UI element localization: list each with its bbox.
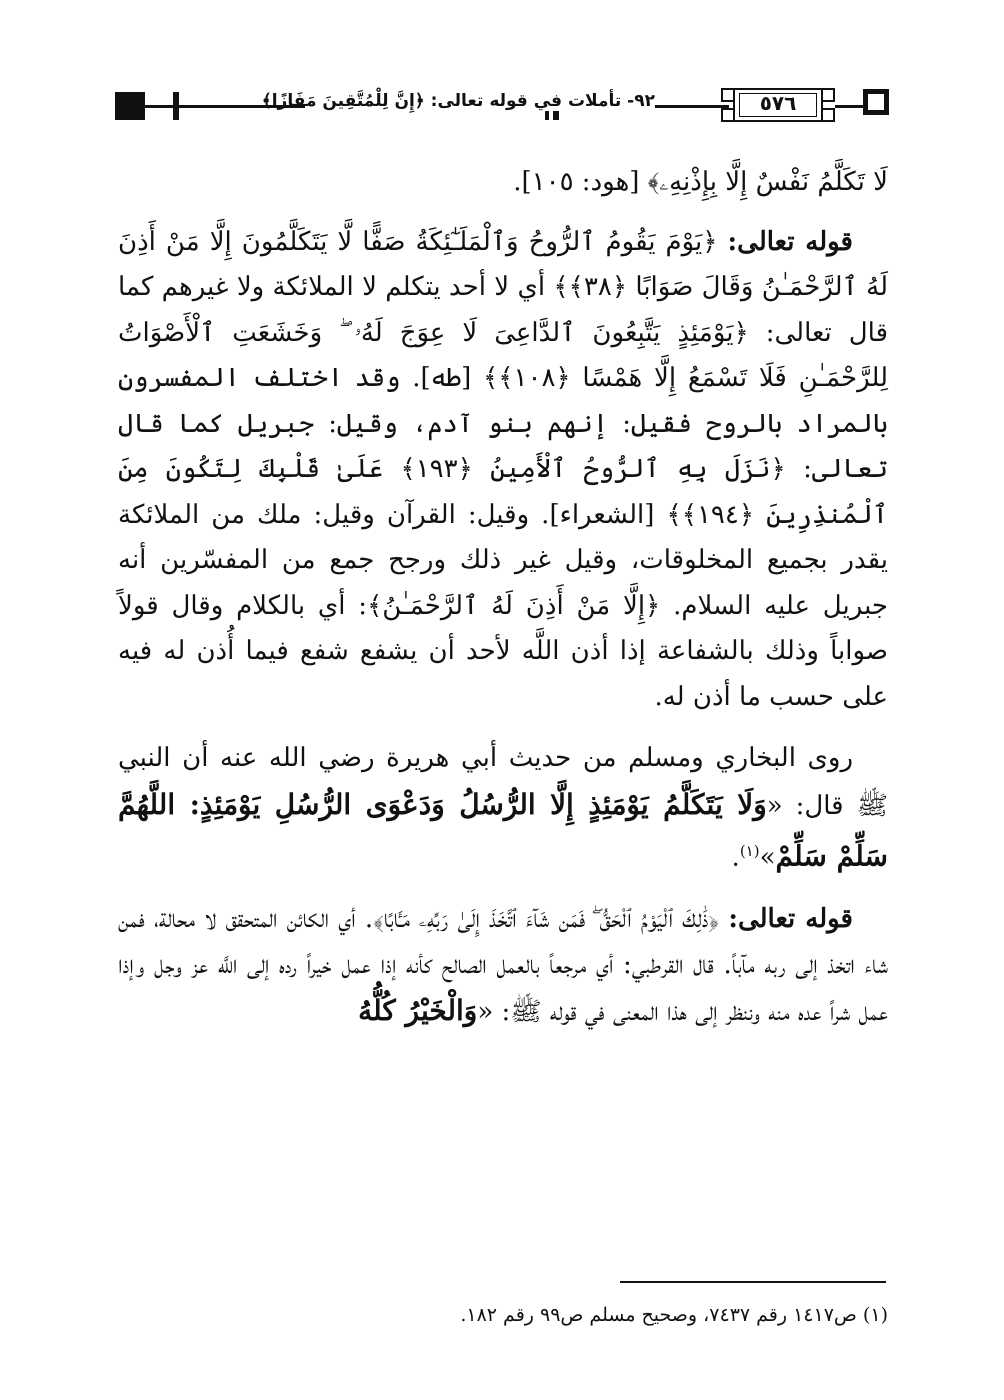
- header-rule: [145, 105, 175, 108]
- hadith-text: وَالْخَيْرُ كُلُّهُ: [358, 994, 478, 1028]
- paragraph: [118, 736, 888, 881]
- paragraph-text: لَا تَكَلَّمُ نَفْسٌ إِلَّا بِإِذْنِهِۦ﴾ [هود: ١٠٥].: [513, 167, 888, 197]
- page-body: [118, 160, 888, 1036]
- header-title: ٩٢- تأملات في قوله تعالى: ﴿إِنَّ لِلْمُتَّقِينَ مَفَازًا﴾: [261, 91, 655, 111]
- running-header: [115, 82, 889, 132]
- paragraph-lead: قوله تعالى:: [728, 904, 853, 935]
- footnote: (١) ص١٤١٧ رقم ٧٤٣٧، وصحيح مسلم ص٩٩ رقم ١٨٢.: [460, 1304, 888, 1326]
- paragraph-text: روى البخاري ومسلم من حديث أبي هريرة رضي الله عنه أن النبي ﷺ قال: «: [118, 743, 888, 821]
- paragraph-text: .: [731, 842, 740, 873]
- page-number-box: [719, 84, 837, 126]
- paragraph-text: ﴿ذَٰلِكَ ٱلْيَوْمُ ٱلْحَقُّ ۖ فَمَن شَآءَ ٱتَّخَذَ إِلَىٰ رَبِّهِۦ مَـَٔابًا﴾. أي الكائن المتحقق لا محالة، فمن شاء اتخذ إلى ربه مآباً. قال القرطبي: أي مرجعاً بالعمل الصالح كأنه إذا عمل خيراً رده إلى اللَّه عز وجل وإذا عمل شراً عده منه وننظر إلى هذا المعنى في قوله ﷺ: «: [118, 904, 888, 1028]
- page-number: ٥٧٦: [759, 91, 797, 115]
- paragraph-text: »: [759, 842, 776, 873]
- header-ornament-left: [115, 92, 145, 120]
- footnote-separator: [620, 1281, 886, 1283]
- hadith-text: وَلَا يَتَكَلَّمُ يَوْمَئِذٍ إِلَّا الرُّسُلُ وَدَعْوَى الرُّسُلِ يَوْمَئِذٍ: اللَّهُمَّ سَلِّمْ سَلِّمْ: [118, 787, 888, 873]
- footnote-ref: (١): [739, 842, 760, 860]
- paragraph: [118, 897, 888, 1036]
- paragraph-text: ﴿يَوْمَ يَقُومُ ٱلرُّوحُ وَٱلْمَلَـٰٓئِكَةُ صَفًّا لَّا يَتَكَلَّمُونَ إِلَّا مَنْ أَذِنَ لَهُ ٱلرَّحْمَـٰنُ وَقَالَ صَوَابًا ﴿٣٨﴾﴾ أي لا أحد يتكلم لا الملائكة ولا غيرهم كما قال تعالى: ﴿يَوْمَئِذٍ يَتَّبِعُونَ ٱلدَّاعِىَ لَا عِوَجَ لَهُۥ ۖ وَخَشَعَتِ ٱلْأَصْوَاتُ لِلرَّحْمَـٰنِ فَلَا تَسْمَعُ إِلَّا هَمْسًا ﴿١٠٨﴾﴾ [طه]. وقد اختلف المفسرون بالمراد بالروح فقيل: إنهم بنو آدم، وقيل: جبريل كما قال تعالى: ﴿نَزَلَ بِهِ ٱلرُّوحُ ٱلْأَمِينُ ﴿١٩٣﴾ عَلَىٰ قَلْبِكَ لِتَكُونَ مِنَ ٱلْمُنذِرِينَ ﴿١٩٤﴾﴾ [الشعراء]. وقيل: القرآن وقيل: ملك من الملائكة يقدر بجميع المخلوقات، وقيل غير ذلك ورجح جمع من المفسّرين أنه جبريل عليه السلام. ﴿إِلَّا مَنْ أَذِنَ لَهُ ٱلرَّحْمَـٰنُ﴾: أي بالكلام وقال قولاً صواباً وذلك بالشفاعة إذا أذن اللَّه لأحد أن يشفع شفع فيما أُذن له فيه على حسب ما أذن له.: [118, 226, 889, 712]
- header-ornament-right: [863, 89, 889, 115]
- paragraph: [118, 220, 888, 721]
- paragraph: [118, 160, 888, 206]
- paragraph-lead: قوله تعالى:: [727, 226, 853, 257]
